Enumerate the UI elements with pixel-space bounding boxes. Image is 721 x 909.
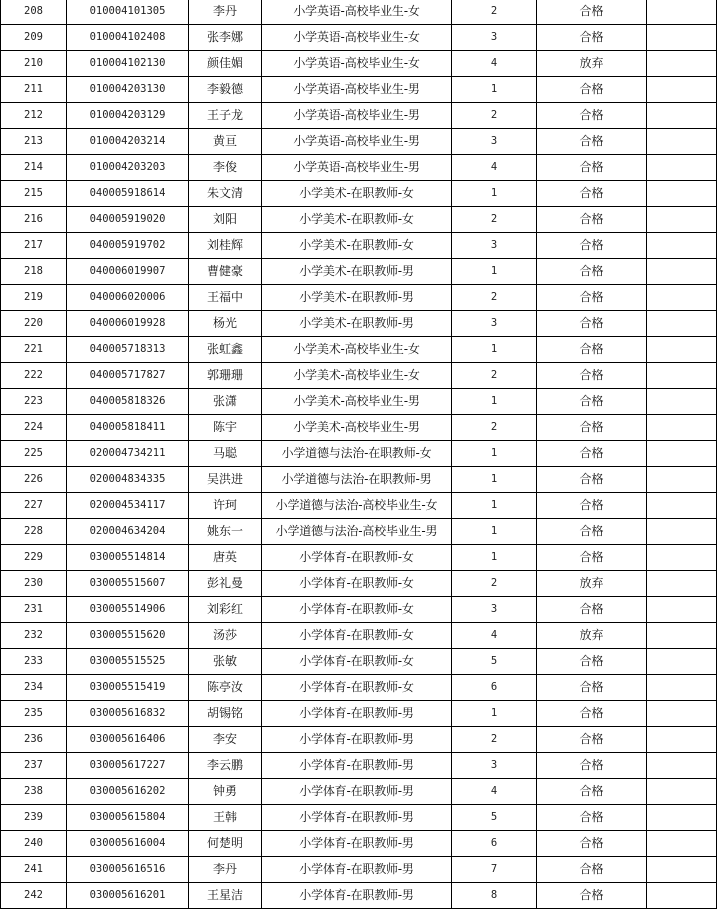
table-row xyxy=(1,493,717,519)
note-cell xyxy=(647,519,717,545)
seq-cell: 214 xyxy=(1,155,67,181)
seq-cell: 231 xyxy=(1,597,67,623)
name-cell: 姚东一 xyxy=(189,519,262,545)
seq-cell: 221 xyxy=(1,337,67,363)
category-cell: 小学体育-在职教师-男 xyxy=(262,753,452,779)
name-cell: 许珂 xyxy=(189,493,262,519)
name-cell: 曹健豪 xyxy=(189,259,262,285)
rank-cell: 2 xyxy=(452,285,537,311)
rank-cell: 1 xyxy=(452,389,537,415)
seq-cell: 211 xyxy=(1,77,67,103)
name-cell: 张敏 xyxy=(189,649,262,675)
note-cell xyxy=(647,207,717,233)
name-cell: 杨光 xyxy=(189,311,262,337)
rank-cell: 1 xyxy=(452,701,537,727)
rank-cell: 2 xyxy=(452,727,537,753)
result-cell: 合格 xyxy=(537,519,647,545)
note-cell xyxy=(647,675,717,701)
category-cell: 小学英语-高校毕业生-男 xyxy=(262,129,452,155)
name-cell: 张潇 xyxy=(189,389,262,415)
table-row xyxy=(1,0,717,25)
table-row xyxy=(1,129,717,155)
result-cell: 合格 xyxy=(537,805,647,831)
table-row xyxy=(1,675,717,701)
table-row xyxy=(1,727,717,753)
category-cell: 小学道德与法治-在职教师-男 xyxy=(262,467,452,493)
table-row xyxy=(1,545,717,571)
ticket-number-cell: 040005717827 xyxy=(67,363,189,389)
note-cell xyxy=(647,493,717,519)
rank-cell: 1 xyxy=(452,77,537,103)
note-cell xyxy=(647,77,717,103)
rank-cell: 4 xyxy=(452,51,537,77)
ticket-number-cell: 020004734211 xyxy=(67,441,189,467)
name-cell: 唐英 xyxy=(189,545,262,571)
ticket-number-cell: 020004634204 xyxy=(67,519,189,545)
ticket-number-cell: 030005514814 xyxy=(67,545,189,571)
ticket-number-cell: 030005616201 xyxy=(67,883,189,909)
ticket-number-cell: 030005615804 xyxy=(67,805,189,831)
rank-cell: 4 xyxy=(452,155,537,181)
seq-cell: 234 xyxy=(1,675,67,701)
name-cell: 王韩 xyxy=(189,805,262,831)
ticket-number-cell: 030005616004 xyxy=(67,831,189,857)
note-cell xyxy=(647,181,717,207)
table-row xyxy=(1,207,717,233)
note-cell xyxy=(647,857,717,883)
ticket-number-cell: 010004203203 xyxy=(67,155,189,181)
seq-cell: 235 xyxy=(1,701,67,727)
ticket-number-cell: 010004203129 xyxy=(67,103,189,129)
seq-cell: 208 xyxy=(1,0,67,25)
name-cell: 朱文清 xyxy=(189,181,262,207)
seq-cell: 218 xyxy=(1,259,67,285)
table-row xyxy=(1,181,717,207)
ticket-number-cell: 020004834335 xyxy=(67,467,189,493)
ticket-number-cell: 030005515607 xyxy=(67,571,189,597)
table-row xyxy=(1,311,717,337)
table-row xyxy=(1,103,717,129)
name-cell: 李毅德 xyxy=(189,77,262,103)
name-cell: 李云鹏 xyxy=(189,753,262,779)
name-cell: 马聪 xyxy=(189,441,262,467)
ticket-number-cell: 040005718313 xyxy=(67,337,189,363)
ticket-number-cell: 040006019907 xyxy=(67,259,189,285)
category-cell: 小学美术-在职教师-男 xyxy=(262,285,452,311)
table-row xyxy=(1,259,717,285)
ticket-number-cell: 040005818326 xyxy=(67,389,189,415)
note-cell xyxy=(647,727,717,753)
ticket-number-cell: 010004102408 xyxy=(67,25,189,51)
seq-cell: 216 xyxy=(1,207,67,233)
note-cell xyxy=(647,805,717,831)
note-cell xyxy=(647,259,717,285)
seq-cell: 240 xyxy=(1,831,67,857)
table-row xyxy=(1,233,717,259)
result-cell: 合格 xyxy=(537,545,647,571)
result-cell: 合格 xyxy=(537,597,647,623)
seq-cell: 225 xyxy=(1,441,67,467)
table-row xyxy=(1,25,717,51)
name-cell: 陈亭汝 xyxy=(189,675,262,701)
seq-cell: 228 xyxy=(1,519,67,545)
name-cell: 胡锡铭 xyxy=(189,701,262,727)
note-cell xyxy=(647,311,717,337)
name-cell: 颜佳媚 xyxy=(189,51,262,77)
category-cell: 小学体育-在职教师-女 xyxy=(262,571,452,597)
category-cell: 小学体育-在职教师-女 xyxy=(262,649,452,675)
seq-cell: 219 xyxy=(1,285,67,311)
result-cell: 合格 xyxy=(537,103,647,129)
seq-cell: 215 xyxy=(1,181,67,207)
rank-cell: 3 xyxy=(452,597,537,623)
ticket-number-cell: 040005919020 xyxy=(67,207,189,233)
ticket-number-cell: 020004534117 xyxy=(67,493,189,519)
note-cell xyxy=(647,233,717,259)
table-row xyxy=(1,519,717,545)
category-cell: 小学英语-高校毕业生-男 xyxy=(262,77,452,103)
result-cell: 合格 xyxy=(537,181,647,207)
ticket-number-cell: 040006019928 xyxy=(67,311,189,337)
category-cell: 小学英语-高校毕业生-女 xyxy=(262,25,452,51)
note-cell xyxy=(647,779,717,805)
result-cell: 合格 xyxy=(537,233,647,259)
rank-cell: 3 xyxy=(452,233,537,259)
category-cell: 小学英语-高校毕业生-男 xyxy=(262,103,452,129)
rank-cell: 2 xyxy=(452,103,537,129)
table-row xyxy=(1,415,717,441)
category-cell: 小学体育-在职教师-男 xyxy=(262,805,452,831)
result-cell: 放弃 xyxy=(537,623,647,649)
note-cell xyxy=(647,701,717,727)
seq-cell: 227 xyxy=(1,493,67,519)
result-cell: 合格 xyxy=(537,363,647,389)
result-cell: 合格 xyxy=(537,831,647,857)
rank-cell: 1 xyxy=(452,441,537,467)
rank-cell: 2 xyxy=(452,0,537,25)
category-cell: 小学体育-在职教师-男 xyxy=(262,883,452,909)
name-cell: 王福中 xyxy=(189,285,262,311)
seq-cell: 223 xyxy=(1,389,67,415)
seq-cell: 242 xyxy=(1,883,67,909)
ticket-number-cell: 030005514906 xyxy=(67,597,189,623)
note-cell xyxy=(647,649,717,675)
note-cell xyxy=(647,389,717,415)
result-cell: 合格 xyxy=(537,415,647,441)
table-row xyxy=(1,363,717,389)
rank-cell: 2 xyxy=(452,207,537,233)
category-cell: 小学体育-在职教师-男 xyxy=(262,701,452,727)
result-cell: 合格 xyxy=(537,155,647,181)
result-cell: 合格 xyxy=(537,337,647,363)
rank-cell: 6 xyxy=(452,831,537,857)
table-row xyxy=(1,467,717,493)
result-cell: 合格 xyxy=(537,441,647,467)
table-row xyxy=(1,701,717,727)
seq-cell: 224 xyxy=(1,415,67,441)
rank-cell: 3 xyxy=(452,311,537,337)
note-cell xyxy=(647,545,717,571)
result-cell: 合格 xyxy=(537,25,647,51)
result-cell: 合格 xyxy=(537,675,647,701)
rank-cell: 1 xyxy=(452,467,537,493)
result-cell: 放弃 xyxy=(537,571,647,597)
rank-cell: 4 xyxy=(452,623,537,649)
name-cell: 张李娜 xyxy=(189,25,262,51)
ticket-number-cell: 010004203214 xyxy=(67,129,189,155)
result-cell: 合格 xyxy=(537,857,647,883)
rank-cell: 5 xyxy=(452,649,537,675)
rank-cell: 1 xyxy=(452,493,537,519)
seq-cell: 233 xyxy=(1,649,67,675)
note-cell xyxy=(647,363,717,389)
name-cell: 李丹 xyxy=(189,857,262,883)
ticket-number-cell: 030005616406 xyxy=(67,727,189,753)
seq-cell: 239 xyxy=(1,805,67,831)
seq-cell: 213 xyxy=(1,129,67,155)
result-cell: 合格 xyxy=(537,207,647,233)
rank-cell: 5 xyxy=(452,805,537,831)
ticket-number-cell: 040006020006 xyxy=(67,285,189,311)
seq-cell: 226 xyxy=(1,467,67,493)
seq-cell: 209 xyxy=(1,25,67,51)
ticket-number-cell: 030005515525 xyxy=(67,649,189,675)
category-cell: 小学美术-高校毕业生-女 xyxy=(262,363,452,389)
table-row xyxy=(1,441,717,467)
ticket-number-cell: 030005616832 xyxy=(67,701,189,727)
result-cell: 合格 xyxy=(537,285,647,311)
seq-cell: 229 xyxy=(1,545,67,571)
rank-cell: 8 xyxy=(452,883,537,909)
category-cell: 小学美术-在职教师-女 xyxy=(262,181,452,207)
category-cell: 小学美术-在职教师-男 xyxy=(262,259,452,285)
table-row xyxy=(1,779,717,805)
note-cell xyxy=(647,25,717,51)
name-cell: 钟勇 xyxy=(189,779,262,805)
table-row xyxy=(1,753,717,779)
table-row xyxy=(1,883,717,909)
category-cell: 小学体育-在职教师-男 xyxy=(262,727,452,753)
note-cell xyxy=(647,51,717,77)
rank-cell: 3 xyxy=(452,753,537,779)
note-cell xyxy=(647,415,717,441)
name-cell: 王星洁 xyxy=(189,883,262,909)
category-cell: 小学美术-高校毕业生-女 xyxy=(262,337,452,363)
category-cell: 小学道德与法治-高校毕业生-男 xyxy=(262,519,452,545)
rank-cell: 4 xyxy=(452,779,537,805)
note-cell xyxy=(647,467,717,493)
name-cell: 张虹鑫 xyxy=(189,337,262,363)
name-cell: 汤莎 xyxy=(189,623,262,649)
ticket-number-cell: 040005919702 xyxy=(67,233,189,259)
name-cell: 黄亘 xyxy=(189,129,262,155)
result-cell: 合格 xyxy=(537,0,647,25)
note-cell xyxy=(647,753,717,779)
rank-cell: 1 xyxy=(452,181,537,207)
table-row xyxy=(1,285,717,311)
result-cell: 合格 xyxy=(537,467,647,493)
rank-cell: 1 xyxy=(452,259,537,285)
ticket-number-cell: 030005616202 xyxy=(67,779,189,805)
table-row xyxy=(1,571,717,597)
result-cell: 合格 xyxy=(537,311,647,337)
table-row xyxy=(1,77,717,103)
table-row xyxy=(1,857,717,883)
name-cell: 吴洪进 xyxy=(189,467,262,493)
table-row xyxy=(1,337,717,363)
note-cell xyxy=(647,337,717,363)
category-cell: 小学体育-在职教师-女 xyxy=(262,597,452,623)
category-cell: 小学英语-高校毕业生-女 xyxy=(262,0,452,25)
table-row xyxy=(1,389,717,415)
ticket-number-cell: 010004203130 xyxy=(67,77,189,103)
category-cell: 小学道德与法治-高校毕业生-女 xyxy=(262,493,452,519)
ticket-number-cell: 010004102130 xyxy=(67,51,189,77)
rank-cell: 1 xyxy=(452,545,537,571)
category-cell: 小学美术-在职教师-女 xyxy=(262,233,452,259)
table-row xyxy=(1,155,717,181)
note-cell xyxy=(647,103,717,129)
ticket-number-cell: 030005616516 xyxy=(67,857,189,883)
seq-cell: 236 xyxy=(1,727,67,753)
category-cell: 小学美术-高校毕业生-男 xyxy=(262,389,452,415)
category-cell: 小学体育-在职教师-女 xyxy=(262,623,452,649)
rank-cell: 2 xyxy=(452,571,537,597)
name-cell: 陈宇 xyxy=(189,415,262,441)
table-row xyxy=(1,831,717,857)
name-cell: 刘阳 xyxy=(189,207,262,233)
category-cell: 小学体育-在职教师-男 xyxy=(262,779,452,805)
result-cell: 放弃 xyxy=(537,51,647,77)
result-cell: 合格 xyxy=(537,701,647,727)
rank-cell: 6 xyxy=(452,675,537,701)
name-cell: 李俊 xyxy=(189,155,262,181)
table-row xyxy=(1,597,717,623)
note-cell xyxy=(647,883,717,909)
category-cell: 小学美术-在职教师-女 xyxy=(262,207,452,233)
rank-cell: 1 xyxy=(452,519,537,545)
result-cell: 合格 xyxy=(537,493,647,519)
ticket-number-cell: 030005515419 xyxy=(67,675,189,701)
result-cell: 合格 xyxy=(537,259,647,285)
category-cell: 小学英语-高校毕业生-女 xyxy=(262,51,452,77)
table-row xyxy=(1,51,717,77)
seq-cell: 237 xyxy=(1,753,67,779)
rank-cell: 7 xyxy=(452,857,537,883)
category-cell: 小学道德与法治-在职教师-女 xyxy=(262,441,452,467)
ticket-number-cell: 010004101305 xyxy=(67,0,189,25)
result-cell: 合格 xyxy=(537,77,647,103)
result-cell: 合格 xyxy=(537,129,647,155)
rank-cell: 3 xyxy=(452,129,537,155)
seq-cell: 222 xyxy=(1,363,67,389)
result-cell: 合格 xyxy=(537,779,647,805)
ticket-number-cell: 030005617227 xyxy=(67,753,189,779)
name-cell: 王子龙 xyxy=(189,103,262,129)
seq-cell: 241 xyxy=(1,857,67,883)
name-cell: 彭礼曼 xyxy=(189,571,262,597)
note-cell xyxy=(647,129,717,155)
table-row xyxy=(1,649,717,675)
category-cell: 小学英语-高校毕业生-男 xyxy=(262,155,452,181)
rank-cell: 2 xyxy=(452,415,537,441)
table-row xyxy=(1,805,717,831)
category-cell: 小学体育-在职教师-女 xyxy=(262,675,452,701)
result-cell: 合格 xyxy=(537,389,647,415)
category-cell: 小学体育-在职教师-女 xyxy=(262,545,452,571)
category-cell: 小学体育-在职教师-男 xyxy=(262,831,452,857)
ticket-number-cell: 040005818411 xyxy=(67,415,189,441)
ticket-number-cell: 040005918614 xyxy=(67,181,189,207)
category-cell: 小学体育-在职教师-男 xyxy=(262,857,452,883)
name-cell: 郭珊珊 xyxy=(189,363,262,389)
note-cell xyxy=(647,155,717,181)
result-cell: 合格 xyxy=(537,727,647,753)
note-cell xyxy=(647,831,717,857)
category-cell: 小学美术-高校毕业生-男 xyxy=(262,415,452,441)
rank-cell: 3 xyxy=(452,25,537,51)
result-cell: 合格 xyxy=(537,883,647,909)
seq-cell: 230 xyxy=(1,571,67,597)
category-cell: 小学美术-在职教师-男 xyxy=(262,311,452,337)
name-cell: 李安 xyxy=(189,727,262,753)
name-cell: 何楚明 xyxy=(189,831,262,857)
rank-cell: 1 xyxy=(452,337,537,363)
result-cell: 合格 xyxy=(537,753,647,779)
note-cell xyxy=(647,441,717,467)
seq-cell: 217 xyxy=(1,233,67,259)
name-cell: 刘彩红 xyxy=(189,597,262,623)
note-cell xyxy=(647,0,717,25)
name-cell: 李丹 xyxy=(189,0,262,25)
seq-cell: 220 xyxy=(1,311,67,337)
ticket-number-cell: 030005515620 xyxy=(67,623,189,649)
seq-cell: 238 xyxy=(1,779,67,805)
name-cell: 刘桂辉 xyxy=(189,233,262,259)
note-cell xyxy=(647,623,717,649)
seq-cell: 212 xyxy=(1,103,67,129)
seq-cell: 210 xyxy=(1,51,67,77)
rank-cell: 2 xyxy=(452,363,537,389)
note-cell xyxy=(647,571,717,597)
note-cell xyxy=(647,597,717,623)
seq-cell: 232 xyxy=(1,623,67,649)
table-row xyxy=(1,623,717,649)
note-cell xyxy=(647,285,717,311)
result-cell: 合格 xyxy=(537,649,647,675)
